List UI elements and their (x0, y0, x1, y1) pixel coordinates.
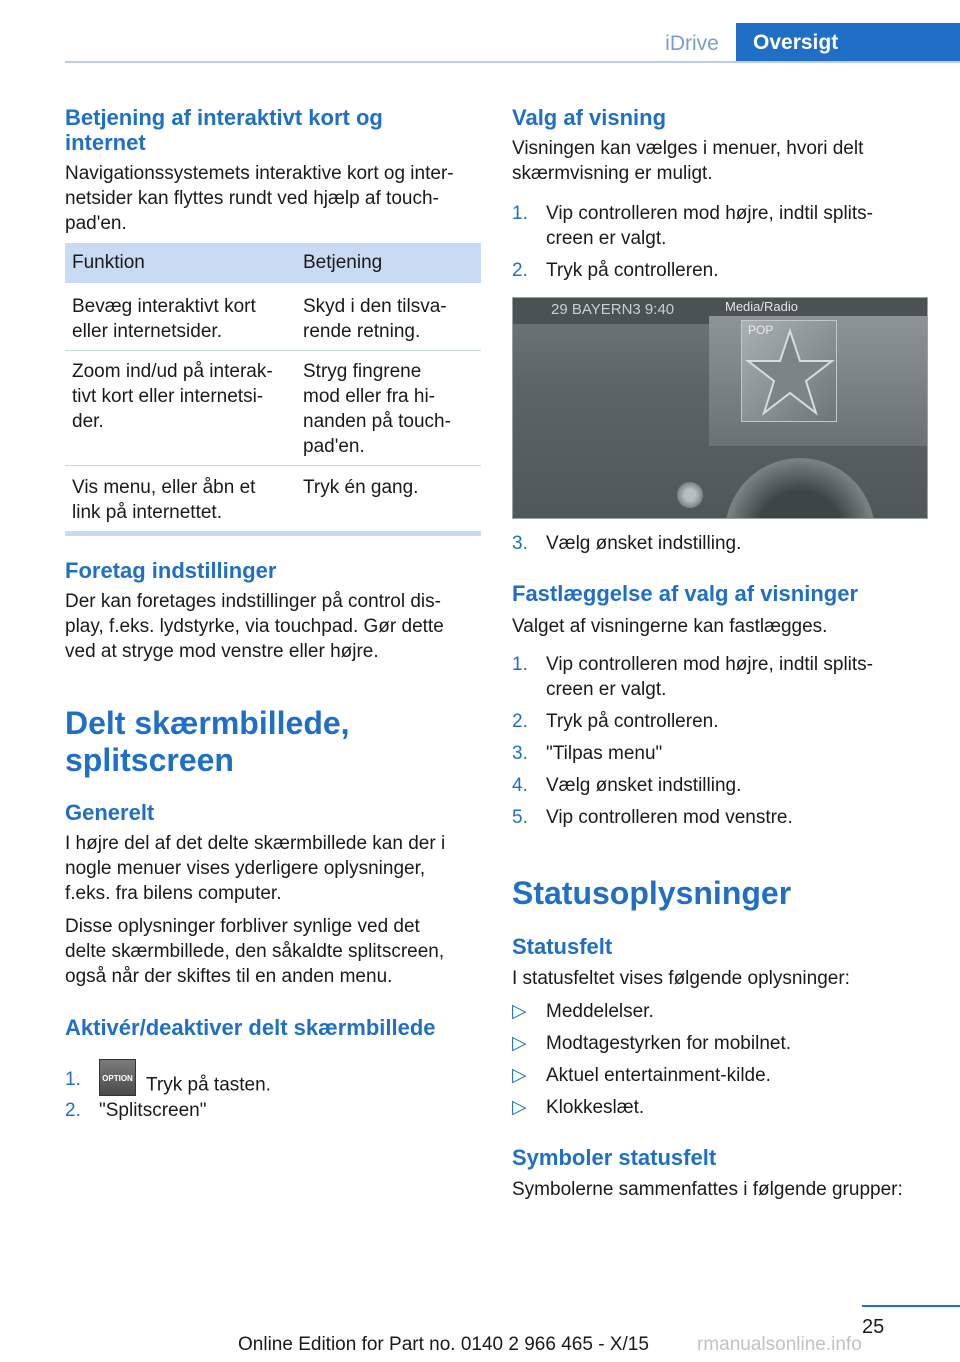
footer-rule (862, 1305, 960, 1307)
heading-general: Generelt (65, 800, 155, 825)
header-chapter-tab: Oversigt (736, 23, 960, 62)
paragraph-fix-view: Valget af visningerne kan fastlægges. (512, 616, 828, 637)
screen-status-text: 29 BAYERN3 9:40 (551, 301, 675, 318)
paragraph-view-select: Visningen kan vælges i menuer, hvori delt skærmvisning er muligt. (512, 138, 864, 184)
triangle-bullet-icon: ▷ (512, 1065, 527, 1086)
page-number: 25 (862, 1316, 885, 1338)
heading-fix-view: Fastlæggelse af valg af visninger (512, 581, 859, 606)
heading-view-select: Valg af visning (512, 105, 667, 130)
list-item: 5. Vip controlleren mod venstre. (512, 807, 793, 828)
option-button-icon: OPTION (99, 1059, 136, 1096)
table-header-cell: Betjening (303, 252, 383, 273)
list-item: 4. Vælg ønsket indstilling. (512, 775, 742, 796)
list-item: ▷ Meddelelser. (512, 1001, 654, 1022)
list-item: 2. "Splitscreen" (65, 1100, 207, 1121)
paragraph-status-symbols: Symbolerne sammenfattes i følgende grupper: (512, 1179, 903, 1200)
album-label: POP (748, 323, 774, 337)
table-row: Bevæg interaktivt kort eller internetsider. Skyd i den tilsva- rende retning. (65, 283, 481, 351)
paragraph-interactive-map: Navigationssystemets interaktive kort og inter- netsider kan flyttes rundt ved hjælp af touch- pad'en. (65, 163, 454, 234)
paragraph-status-field: I statusfeltet vises følgende oplysninger: (512, 968, 850, 989)
list-item: 3. "Tilpas menu" (512, 743, 663, 764)
triangle-bullet-icon: ▷ (512, 1097, 527, 1118)
list-item: ▷ Klokkeslæt. (512, 1097, 645, 1118)
list-item: 1. Vip controlleren mod højre, indtil splits- creen er valgt. (512, 203, 874, 249)
edition-text: Online Edition for Part no. 0140 2 966 465 - X/15 (238, 1334, 649, 1355)
paragraph-general-2: Disse oplysninger forbliver synlige ved det delte skærmbillede, den såkaldte splitscreen, også når der skiftes til en anden menu. (65, 916, 445, 987)
heading-interactive-map: Betjening af interaktivt kort og internet (65, 105, 383, 155)
triangle-bullet-icon: ▷ (512, 1001, 527, 1022)
list-item: 2. Tryk på controlleren. (512, 260, 719, 281)
album-art (741, 320, 837, 422)
control-display-photo (512, 297, 928, 519)
paragraph-general-1: I højre del af det delte skærmbillede kan der i nogle menuer vises yderligere oplysninger, f.eks. fra bilens computer. (65, 833, 446, 904)
table-header-cell: Funktion (72, 252, 145, 273)
table-row: Vis menu, eller åbn et link på internettet. Tryk én gang. (72, 477, 419, 523)
paragraph-settings: Der kan foretages indstillinger på control dis- play, f.eks. lydstyrke, via touchpad. Gør dette ved at stryge mod venstre eller højre. (65, 591, 444, 662)
triangle-bullet-icon: ▷ (512, 1033, 527, 1054)
list-item: 3. Vælg ønsket indstilling. (512, 533, 742, 554)
heading-status-info: Statusoplysninger (512, 875, 792, 911)
list-item: 1. Vip controlleren mod højre, indtil splits- creen er valgt. (512, 654, 874, 700)
heading-status-symbols: Symboler statusfelt (512, 1145, 717, 1170)
watermark: rmanualsonline.info (697, 1334, 862, 1355)
controller-button (677, 482, 703, 508)
heading-settings: Foretag indstillinger (65, 558, 277, 583)
list-item: 1. OPTION Tryk på tasten. (65, 1067, 271, 1104)
screen-media-label: Media/Radio (725, 299, 798, 314)
heading-status-field: Statusfelt (512, 934, 613, 959)
list-item: ▷ Aktuel entertainment-kilde. (512, 1065, 771, 1086)
header-rule (65, 61, 960, 63)
controller-knob (725, 458, 875, 519)
list-item: ▷ Modtagestyrken for mobilnet. (512, 1033, 792, 1054)
heading-toggle-split: Aktivér/deaktiver delt skærmbillede (65, 1015, 436, 1040)
table-header (65, 243, 481, 283)
table-footer-rule (65, 531, 481, 536)
table-row: Zoom ind/ud på interak- tivt kort eller internetsi- der. Stryg fingrene mod eller fra hi- nanden på touch- pad'en. (65, 351, 481, 466)
header-section: iDrive (665, 31, 719, 55)
heading-splitscreen: Delt skærmbillede, splitscreen (65, 705, 350, 778)
list-item: 2. Tryk på controlleren. (512, 711, 719, 732)
function-table (65, 243, 481, 536)
